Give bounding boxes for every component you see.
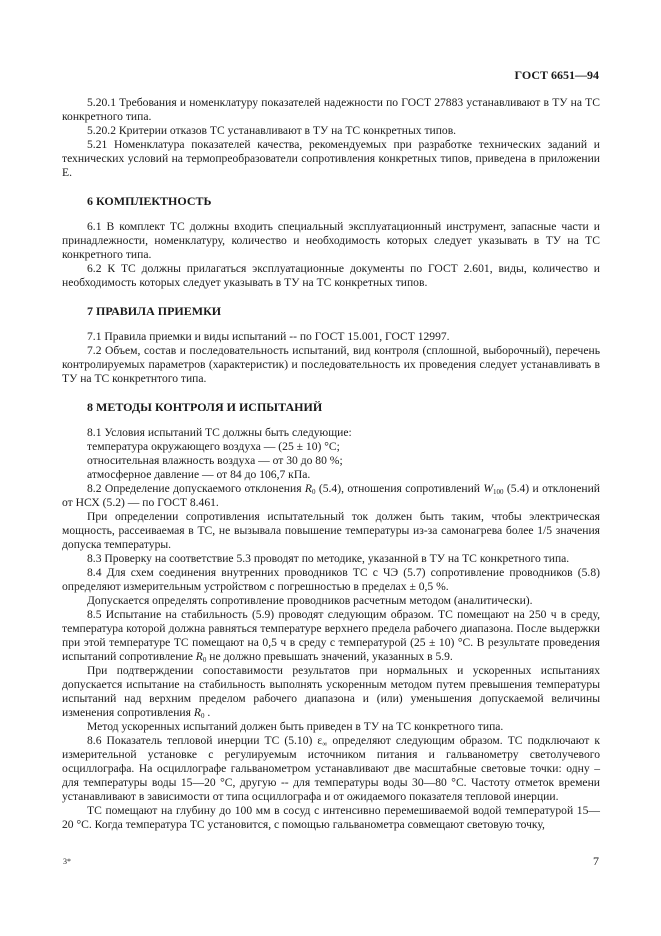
section-heading-6: 6 КОМПЛЕКТНОСТЬ: [87, 194, 212, 208]
text: (5.4), отношения сопротивлений: [315, 482, 484, 495]
sheet-mark: 3*: [63, 857, 71, 866]
subscript: 0: [202, 656, 207, 664]
symbol-r: R: [304, 482, 312, 495]
paragraph-8-3: 8.3 Проверку на соответствие 5.3 проводят по методике, указанной в ТУ на ТС конкретного типа.: [87, 552, 570, 565]
condition-humidity: относительная влажность воздуха — от 30 до 80 %;: [87, 454, 343, 467]
paragraph-7-1: 7.1 Правила приемки и виды испытаний -- по ГОСТ 15.001, ГОСТ 12997.: [87, 330, 450, 343]
condition-temperature: температура окружающего воздуха — (25 ± 10) °C;: [87, 440, 340, 453]
subscript: 0: [312, 488, 316, 496]
condition-pressure: атмосферное давление — от 84 до 106,7 кПа.: [87, 468, 311, 481]
paragraph-5-21: 5.21 Номенклатура показателей качества, рекомендуемых при разработке технических заданий и технических условий на термопреобразователи сопротивления конкретных типов, приведена в приложении Е.: [62, 138, 600, 179]
symbol-w: W: [483, 482, 494, 495]
paragraph-8-5-accelerated: [62, 664, 600, 720]
text: не должно превышать значений, указанных в 5.9.: [206, 650, 453, 663]
paragraph-6-1: 6.1 В комплект ТС должны входить специальный эксплуатационный инструмент, запасные части и принадлежности, номенклатуру, количество и необходимость которых следует указывать в ТУ на ТС конкретного типа.: [62, 220, 600, 261]
paragraph-5-20-2: 5.20.2 Критерии отказов ТС устанавливают в ТУ на ТС конкретных типов.: [87, 124, 457, 137]
paragraph-8-5-method: Метод ускоренных испытаний должен быть приведен в ТУ на ТС конкретного типа.: [87, 720, 504, 733]
subscript: 0: [200, 712, 205, 720]
text: определяют следующим образом. ТС подключают к измерительной установке с регулируемым источником питания и гальванометру светолучевого осциллографа. На осциллографе гальванометром устанавливают две масштабные световые точки: одну – для температуры воды 15—20 °C, другую -- для температуры воды 30—80 °C. Частоту отметок времени устанавливают в зависимости от типа осциллографа и от ожидаемого показателя тепловой инерции.: [62, 734, 600, 803]
paragraph-8-2-note: При определении сопротивления испытательный ток должен быть таким, чтобы электрическая мощность, рассеиваемая в ТС, не вызывала повышение температуры из-за самонагрева более 1/5 значения допуска температуры.: [62, 510, 600, 551]
text: 8.5 Испытание на стабильность (5.9) проводят следующим образом. ТС помещают на 250 ч в среду, температура которой должна равняться температуре верхнего предела рабочего диапазона. После выдержки при этой температуре ТС помещают на 0,5 ч в среду с температурой (25 ± 10) °C. В результате проведения испытаний сопротивление: [62, 608, 600, 663]
symbol-r: R: [193, 706, 201, 719]
paragraph-6-2: 6.2 К ТС должны прилагаться эксплуатационные документы по ГОСТ 2.601, виды, количество и необходимость которых следует указывать в ТУ на ТС конкретных типов.: [62, 262, 600, 289]
subscript: 100: [493, 488, 504, 496]
paragraph-7-2: 7.2 Объем, состав и последовательность испытаний, вид контроля (сплошной, выборочный), перечень контролируемых параметров (характеристик) и последовательность их проведения следует устанавливать в ТУ на ТС конкретнтого типа.: [62, 344, 600, 385]
text: 8.2 Определение допускаемого отклонения: [87, 482, 305, 495]
section-heading-7: 7 ПРАВИЛА ПРИЕМКИ: [87, 304, 222, 318]
paragraph-8-2: [62, 482, 600, 510]
text: 8.6 Показатель тепловой инерции ТС (5.10) ε: [87, 734, 323, 747]
paragraph-8-5: [62, 608, 600, 664]
document-id-header: ГОСТ 6651—94: [514, 68, 599, 82]
paragraph-8-6-procedure: ТС помещают на глубину до 100 мм в сосуд с интенсивно перемешиваемой водой температурой 15—20 °C. Когда температура ТС установится, с помощью гальванометра совмещают световую точку,: [62, 804, 600, 831]
paragraph-8-6: [62, 734, 600, 804]
paragraph-5-20-1: 5.20.1 Требования и номенклатуру показателей надежности по ГОСТ 27883 устанавливают в ТУ на ТС конкретного типа.: [62, 96, 600, 123]
page-number: 7: [593, 854, 599, 868]
paragraph-8-4-note: Допускается определять сопротивление проводников расчетным методом (аналитически).: [87, 594, 533, 607]
paragraph-8-4: 8.4 Для схем соединения внутренних проводников ТС с ЧЭ (5.7) сопротивление проводников (5.8) определяют измерительным устройством с погрешностью в пределах ± 0,5 %.: [62, 566, 600, 593]
paragraph-8-1: 8.1 Условия испытаний ТС должны быть следующие:: [87, 426, 352, 439]
symbol-r: R: [195, 650, 203, 663]
text: При подтверждении сопоставимости результатов при нормальных и ускоренных испытаниях допускается испытание на стабильность выполнять ускоренным методом путем превышения температуры испытаний над верхним пределом рабочего диапазона и (или) уменьшения допускаемой величины изменения сопротивления: [62, 664, 600, 719]
document-body: [62, 96, 600, 832]
text: (5.4) и отклонений от НСХ (5.2) — по ГОСТ 8.461.: [62, 482, 600, 509]
section-heading-8: 8 МЕТОДЫ КОНТРОЛЯ И ИСПЫТАНИЙ: [87, 400, 323, 414]
subscript: ∞: [322, 740, 328, 748]
text: .: [204, 706, 211, 719]
